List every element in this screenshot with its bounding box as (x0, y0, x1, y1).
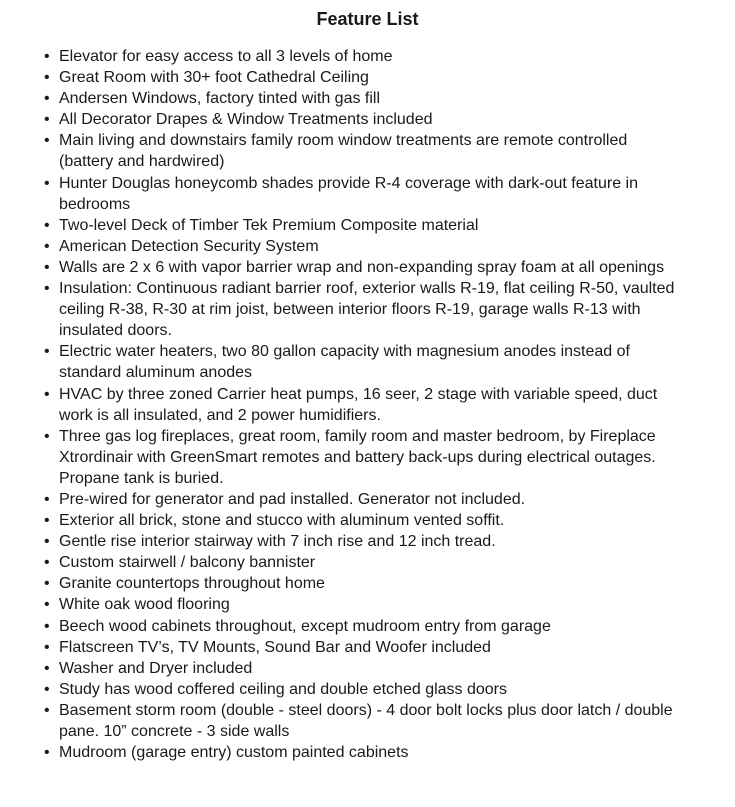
list-item: • White oak wood flooring (42, 594, 682, 615)
list-item: • Two-level Deck of Timber Tek Premium Composite material (42, 215, 682, 236)
list-item: • Exterior all brick, stone and stucco with aluminum vented soffit. (42, 510, 682, 531)
list-item: • Elevator for easy access to all 3 levels of home (42, 46, 682, 67)
list-item: • Three gas log fireplaces, great room, family room and master bedroom, by Fireplace Xtrordinair with GreenSmart remotes and battery back-ups during electrical outages. Propane tank is buried. (42, 426, 682, 489)
feature-list (42, 46, 682, 763)
list-item: • All Decorator Drapes & Window Treatments included (42, 109, 682, 130)
list-item: • Hunter Douglas honeycomb shades provide R-4 coverage with dark-out feature in bedrooms (42, 173, 682, 215)
page-title: Feature List (316, 9, 419, 29)
list-item: • Beech wood cabinets throughout, except mudroom entry from garage (42, 616, 682, 637)
list-item: • Walls are 2 x 6 with vapor barrier wrap and non-expanding spray foam at all openings (42, 257, 682, 278)
list-item: • HVAC by three zoned Carrier heat pumps, 16 seer, 2 stage with variable speed, duct work is all insulated, and 2 power humidifiers. (42, 384, 682, 426)
list-item: • Electric water heaters, two 80 gallon capacity with magnesium anodes instead of standard aluminum anodes (42, 341, 682, 383)
list-item: • Washer and Dryer included (42, 658, 682, 679)
list-item: • Study has wood coffered ceiling and double etched glass doors (42, 679, 682, 700)
list-item: • Pre-wired for generator and pad installed. Generator not included. (42, 489, 682, 510)
list-item: • Insulation: Continuous radiant barrier roof, exterior walls R-19, flat ceiling R-50, vaulted ceiling R-38, R-30 at rim joist, between interior floors R-19, garage walls R-13 with insulated doors. (42, 278, 682, 341)
list-item: • Basement storm room (double - steel doors) - 4 door bolt locks plus door latch / double pane. 10” concrete - 3 side walls (42, 700, 682, 742)
list-item: • Andersen Windows, factory tinted with gas fill (42, 88, 682, 109)
list-item: • Mudroom (garage entry) custom painted cabinets (42, 742, 682, 763)
list-item: • Main living and downstairs family room window treatments are remote controlled (battery and hardwired) (42, 130, 682, 172)
list-item: • Custom stairwell / balcony bannister (42, 552, 682, 573)
list-item: • Granite countertops throughout home (42, 573, 682, 594)
list-item: • Flatscreen TV’s, TV Mounts, Sound Bar and Woofer included (42, 637, 682, 658)
list-item: • American Detection Security System (42, 236, 682, 257)
list-item: • Great Room with 30+ foot Cathedral Ceiling (42, 67, 682, 88)
list-item: • Gentle rise interior stairway with 7 inch rise and 12 inch tread. (42, 531, 682, 552)
